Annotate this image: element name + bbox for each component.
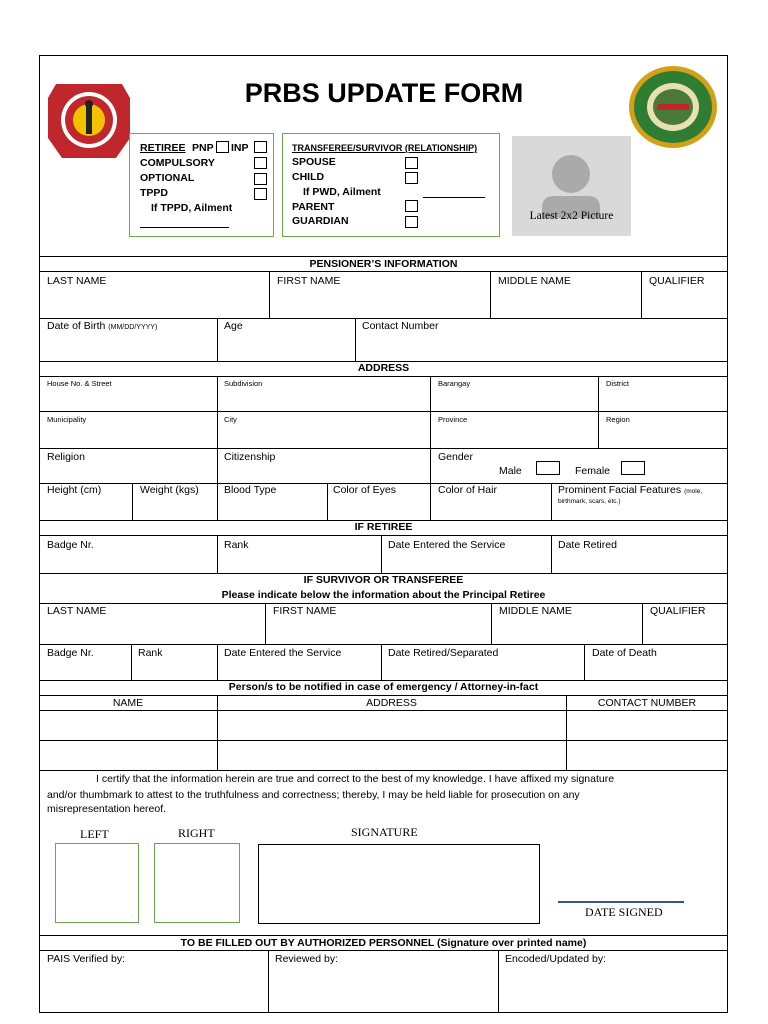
- weight-field[interactable]: Weight (kgs): [140, 484, 199, 496]
- guardian-checkbox[interactable]: [405, 216, 418, 228]
- pensioner-info-header: PENSIONER’S INFORMATION: [309, 258, 458, 270]
- emergency-address-field-2[interactable]: [218, 741, 565, 769]
- signature-label: SIGNATURE: [351, 825, 418, 839]
- emergency-address-field-1[interactable]: [218, 711, 565, 740]
- house-street-field[interactable]: House No. & Street: [47, 379, 112, 388]
- pensioner-qualifier-field[interactable]: QUALIFIER: [649, 275, 705, 287]
- tppd-ailment-label: If TPPD, Ailment: [151, 202, 233, 214]
- pais-verified-field[interactable]: PAIS Verified by:: [47, 953, 126, 965]
- province-field[interactable]: Province: [438, 415, 468, 424]
- emergency-name-header: NAME: [112, 697, 144, 709]
- tppd-label: TPPD: [140, 187, 169, 199]
- if-retiree-header: IF RETIREE: [354, 521, 413, 533]
- region-field[interactable]: Region: [606, 415, 630, 424]
- emergency-name-field-2[interactable]: [40, 741, 216, 769]
- right-thumbmark-box[interactable]: [154, 843, 240, 923]
- dob-format: (MM/DD/YYYY): [108, 324, 158, 331]
- retiree-date-entered-field[interactable]: Date Entered the Service: [388, 539, 506, 551]
- retiree-date-retired-field[interactable]: Date Retired: [558, 539, 617, 551]
- principal-date-retired-field[interactable]: Date Retired/Separated: [388, 647, 499, 659]
- pensioner-first-name-field[interactable]: FIRST NAME: [277, 275, 341, 287]
- principal-first-name-field[interactable]: FIRST NAME: [273, 605, 337, 617]
- city-field[interactable]: City: [224, 415, 237, 424]
- facial-note-continued: birthmark, scars, etc.): [558, 498, 621, 505]
- religion-field[interactable]: Religion: [47, 451, 85, 463]
- compulsory-checkbox[interactable]: [254, 157, 267, 169]
- age-field[interactable]: Age: [224, 320, 243, 332]
- pnp-label: PNP: [192, 142, 214, 154]
- photo-placeholder[interactable]: [512, 136, 631, 236]
- eye-color-field[interactable]: Color of Eyes: [333, 484, 397, 496]
- tppd-checkbox[interactable]: [254, 188, 267, 200]
- hair-color-field[interactable]: Color of Hair: [438, 484, 497, 496]
- child-checkbox[interactable]: [405, 172, 418, 184]
- authorized-header: TO BE FILLED OUT BY AUTHORIZED PERSONNEL (Signature over printed name): [180, 937, 587, 949]
- female-label: Female: [575, 465, 611, 477]
- blood-type-field[interactable]: Blood Type: [224, 484, 277, 496]
- subdivision-field[interactable]: Subdivision: [224, 379, 263, 388]
- facial-features-label: Prominent Facial Features: [558, 484, 682, 496]
- certification-line-2: and/or thumbmark to attest to the truthfulness and correctness; thereby, I may be held liable for prosecution on any: [47, 789, 580, 801]
- date-signed-label: DATE SIGNED: [585, 905, 663, 919]
- left-thumb-label: LEFT: [80, 827, 109, 841]
- tppd-ailment-field[interactable]: [140, 227, 229, 228]
- citizenship-field[interactable]: Citizenship: [224, 451, 276, 463]
- guardian-label: GUARDIAN: [292, 215, 349, 227]
- photo-label: Latest 2x2 Picture: [529, 210, 614, 222]
- parent-label: PARENT: [292, 201, 335, 213]
- if-survivor-header: IF SURVIVOR OR TRANSFEREE: [303, 574, 464, 586]
- retiree-rank-field[interactable]: Rank: [224, 539, 249, 551]
- retiree-badge-field[interactable]: Badge Nr.: [47, 539, 94, 551]
- inp-label: INP: [231, 142, 249, 154]
- compulsory-label: COMPULSORY: [140, 157, 215, 169]
- pensioner-last-name-field[interactable]: LAST NAME: [47, 275, 107, 287]
- transferee-title: TRANSFEREE/SURVIVOR (RELATIONSHIP): [292, 143, 478, 153]
- principal-middle-name-field[interactable]: MIDDLE NAME: [499, 605, 572, 617]
- pensioner-middle-name-field[interactable]: MIDDLE NAME: [498, 275, 571, 287]
- reviewed-by-field[interactable]: Reviewed by:: [275, 953, 339, 965]
- principal-rank-field[interactable]: Rank: [138, 647, 163, 659]
- encoded-by-field[interactable]: Encoded/Updated by:: [505, 953, 606, 965]
- gender-label: Gender: [438, 451, 474, 463]
- certification-line-3: misrepresentation hereof.: [47, 803, 167, 815]
- emergency-contact-header: CONTACT NUMBER: [597, 697, 697, 709]
- municipality-field[interactable]: Municipality: [47, 415, 87, 424]
- contact-number-field[interactable]: Contact Number: [362, 320, 439, 332]
- retiree-label: RETIREE: [140, 142, 186, 154]
- male-checkbox[interactable]: [536, 461, 560, 475]
- inp-checkbox[interactable]: [254, 141, 267, 153]
- signature-box[interactable]: [258, 844, 540, 924]
- emergency-address-header: ADDRESS: [366, 697, 417, 709]
- dob-field[interactable]: [47, 320, 157, 334]
- if-survivor-subheader: Please indicate below the information about the Principal Retiree: [221, 589, 546, 601]
- emergency-name-field-1[interactable]: [40, 711, 216, 740]
- pnp-checkbox[interactable]: [216, 141, 229, 153]
- optional-checkbox[interactable]: [254, 173, 267, 185]
- district-field[interactable]: District: [606, 379, 629, 388]
- address-header: ADDRESS: [357, 362, 410, 374]
- date-signed-line[interactable]: [558, 901, 684, 903]
- male-label: Male: [499, 465, 522, 477]
- spouse-checkbox[interactable]: [405, 157, 418, 169]
- height-field[interactable]: Height (cm): [47, 484, 102, 496]
- optional-label: OPTIONAL: [140, 172, 195, 184]
- pwd-ailment-field[interactable]: [423, 197, 485, 198]
- emergency-header: Person/s to be notified in case of emergency / Attorney-in-fact: [228, 681, 539, 693]
- form-title: PRBS UPDATE FORM: [244, 78, 524, 108]
- principal-qualifier-field[interactable]: QUALIFIER: [650, 605, 706, 617]
- left-thumbmark-box[interactable]: [55, 843, 139, 923]
- facial-note: (mole,: [684, 488, 703, 495]
- dob-label: Date of Birth: [47, 320, 106, 332]
- principal-badge-field[interactable]: Badge Nr.: [47, 647, 94, 659]
- principal-date-entered-field[interactable]: Date Entered the Service: [224, 647, 342, 659]
- principal-last-name-field[interactable]: LAST NAME: [47, 605, 107, 617]
- emergency-contact-field-1[interactable]: [567, 711, 727, 740]
- female-checkbox[interactable]: [621, 461, 645, 475]
- certification-line-1: I certify that the information herein are true and correct to the best of my knowledge. I have affixed my signature: [96, 773, 615, 785]
- emergency-contact-field-2[interactable]: [567, 741, 727, 769]
- facial-features-field[interactable]: [558, 484, 702, 498]
- right-thumb-label: RIGHT: [178, 826, 215, 840]
- pwd-ailment-label: If PWD, Ailment: [303, 186, 381, 198]
- parent-checkbox[interactable]: [405, 200, 418, 212]
- barangay-field[interactable]: Barangay: [438, 379, 471, 388]
- principal-date-death-field[interactable]: Date of Death: [592, 647, 657, 659]
- spouse-label: SPOUSE: [292, 156, 336, 168]
- child-label: CHILD: [292, 171, 325, 183]
